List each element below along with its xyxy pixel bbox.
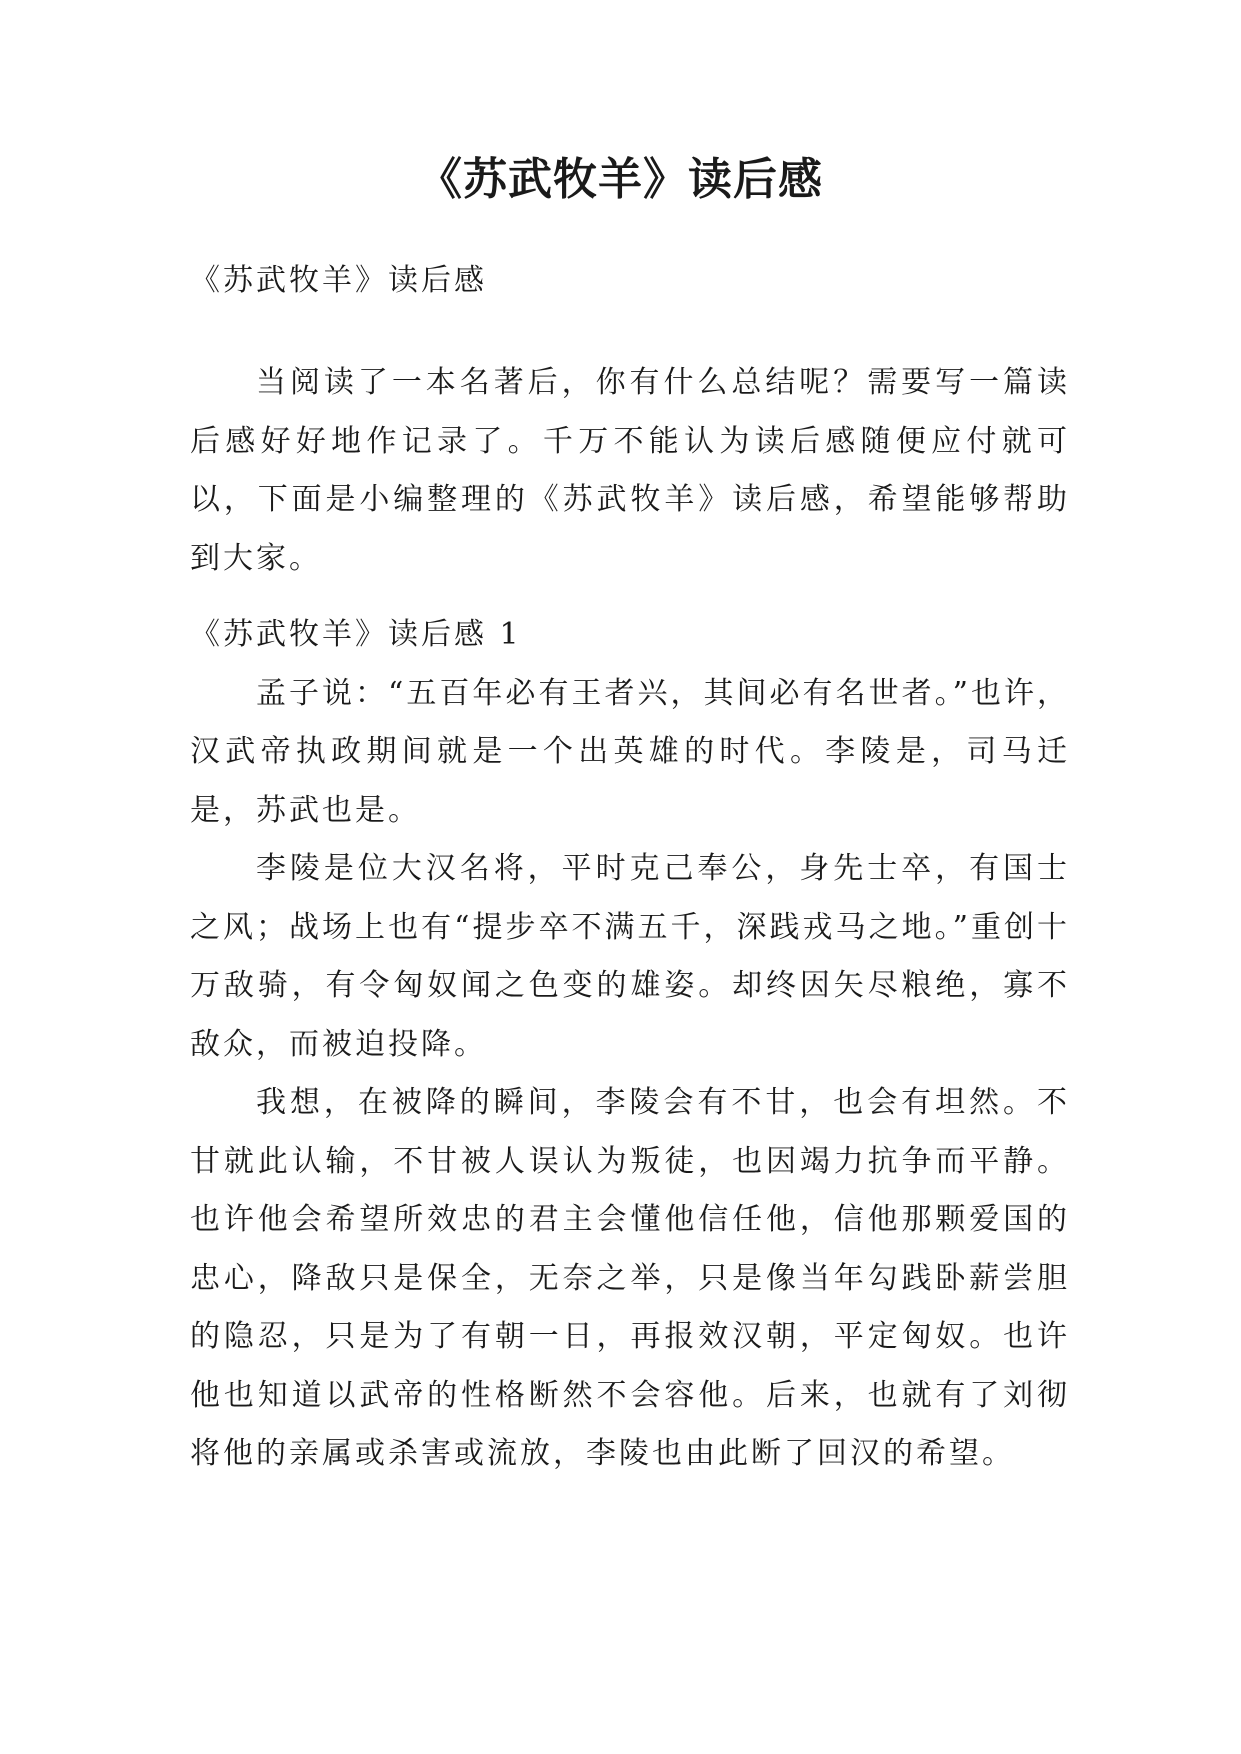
intro-block bbox=[190, 354, 1070, 588]
section-1 bbox=[190, 606, 1070, 1484]
body-paragraph-3: 我想，在被降的瞬间，李陵会有不甘，也会有坦然。不甘就此认输，不甘被人误认为叛徒，也因竭力抗争而平静。也许他会希望所效忠的君主会懂他信任他，信他那颗爱国的忠心，降敌只是保全，无奈之举，只是像当年勾践卧薪尝胆的隐忍，只是为了有朝一日，再报效汉朝，平定匈奴。也许他也知道以武帝的性格断然不会容他。后来，也就有了刘彻将他的亲属或杀害或流放，李陵也由此断了回汉的希望。 bbox=[190, 1085, 1070, 1471]
intro-paragraph: 当阅读了一本名著后，你有什么总结呢？需要写一篇读后感好好地作记录了。千万不能认为读后感随便应付就可以，下面是小编整理的《苏武牧羊》读后感，希望能够帮助到大家。 bbox=[190, 365, 1070, 576]
document-subtitle: 《苏武牧羊》读后感 bbox=[190, 263, 487, 298]
subtitle-block bbox=[190, 252, 1070, 311]
body-paragraph-2: 李陵是位大汉名将，平时克己奉公，身先士卒，有国士之风；战场上也有“提步卒不满五千，深践戎马之地。”重创十万敌骑，有令匈奴闻之色变的雄姿。却终因矢尽粮绝，寡不敌众，而被迫投降。 bbox=[190, 851, 1070, 1062]
document-title: 《苏武牧羊》读后感 bbox=[418, 154, 823, 205]
section-heading: 《苏武牧羊》读后感 1 bbox=[190, 617, 522, 652]
body-paragraph-1: 孟子说：“五百年必有王者兴，其间必有名世者。”也许，汉武帝执政期间就是一个出英雄的时代。李陵是，司马迁是，苏武也是。 bbox=[190, 675, 1070, 828]
